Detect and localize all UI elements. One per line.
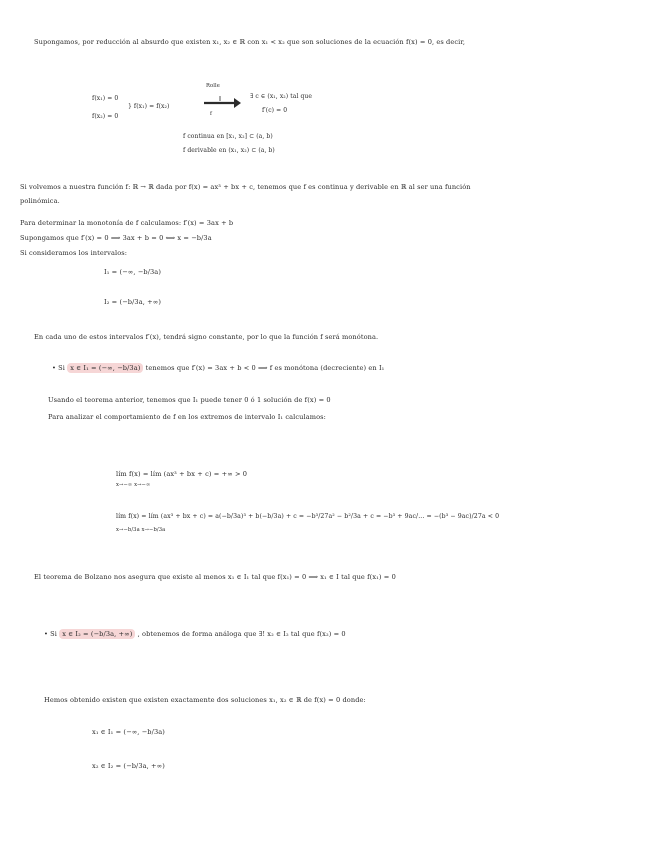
- bullet-2: [44, 630, 346, 638]
- bullet-2-prefix: • Si: [44, 630, 58, 638]
- paragraph-3: Supongamos que f′(x) = 0 ⟹ 3ax + b = 0 ⟺ x = −b/3a: [20, 234, 212, 242]
- paragraph-5: En cada uno de estos intervalos f′(x), tendrá signo constante, por lo que la función f será monótona.: [34, 333, 379, 341]
- solution-1: x₁ ∈ I₁ = (−∞, −b/3a): [92, 728, 165, 736]
- paragraph-8: El teorema de Bolzano nos asegura que existe al menos x₁ ∈ I₁ tal que f(x₁) = 0 ⟹ x₁ ∈ I tal que f(x₁) = 0: [34, 573, 396, 581]
- rolle-arrow-label-top: Rolle: [206, 83, 220, 89]
- paragraph-6: Usando el teorema anterior, tenemos que I₁ puede tener 0 ó 1 solución de f(x) = 0: [48, 396, 331, 404]
- limit-1-sub: x→−∞ x→−∞: [116, 482, 151, 488]
- bullet-2-text: , obtenemos de forma análoga que ∃! x₂ ∈ I₂ tal que f(x₂) = 0: [137, 630, 346, 638]
- bullet-1-text: tenemos que f′(x) = 3ax + b < 0 ⟹ f es monótona (decreciente) en I₁: [145, 364, 385, 372]
- rolle-condition-2: f derivable en (x₁, x₂) ⊂ (a, b): [183, 147, 275, 154]
- paragraph-1b: polinómica.: [20, 197, 60, 205]
- rolle-result-1: ∃ c ∈ (x₁, x₂) tal que: [250, 93, 313, 100]
- interval-1: I₁ = (−∞, −b/3a): [104, 268, 162, 276]
- paragraph-1: Si volvemos a nuestra función f: ℝ → ℝ dada por f(x) = ax³ + bx + c, tenemos que f es continua y derivable en ℝ al ser una función: [20, 183, 471, 191]
- rolle-result-2: f′(c) = 0: [262, 107, 288, 114]
- rolle-eq1: f(x₁) = 0: [92, 95, 119, 102]
- bullet-1: [52, 364, 384, 372]
- paragraph-4: Si consideramos los intervalos:: [20, 249, 128, 257]
- limit-2: lím f(x) = lím (ax³ + bx + c) = a(−b/3a)³ + b(−b/3a) + c = −b³/27a² − b²/3a + c = −b³ + 9ac/... = −(b³ − 9ac)/27a < 0: [116, 513, 500, 520]
- limit-1: lím f(x) = lím (ax³ + bx + c) = +∞ > 0: [116, 470, 248, 478]
- rolle-eq-mid: } f(x₁) = f(x₂): [128, 103, 170, 110]
- rolle-condition-1: f continua en [x₁, x₂] ⊂ (a, b): [183, 133, 273, 140]
- implies-arrow-icon: [202, 96, 242, 110]
- limit-2-sub: x→−b/3a x→−b/3a: [116, 527, 166, 533]
- paragraph-2: Para determinar la monotonía de f calculamos: f′(x) = 3ax + b: [20, 219, 234, 227]
- interval-2: I₂ = (−b/3a, +∞): [104, 298, 162, 306]
- paragraph-9: Hemos obtenido existen que existen exactamente dos soluciones x₁, x₂ ∈ ℝ de f(x) = 0 donde:: [44, 696, 366, 704]
- rolle-eq2: f(x₂) = 0: [92, 113, 119, 120]
- rolle-arrow-label-bottom: f: [210, 111, 213, 117]
- intro-text: Supongamos, por reducción al absurdo que existen x₁, x₂ ∈ ℝ con x₁ < x₂ que son soluciones de la ecuación f(x) = 0, es decir,: [34, 38, 466, 46]
- bullet-2-highlight: x ∈ I₂ = (−b/3a, +∞): [59, 629, 135, 639]
- solution-2: x₂ ∈ I₂ = (−b/3a, +∞): [92, 762, 165, 770]
- paragraph-7: Para analizar el comportamiento de f en los extremos de intervalo I₁ calculamos:: [48, 413, 326, 421]
- bullet-1-highlight: x ∈ I₁ = (−∞, −b/3a): [67, 363, 143, 373]
- bullet-1-prefix: • Si: [52, 364, 66, 372]
